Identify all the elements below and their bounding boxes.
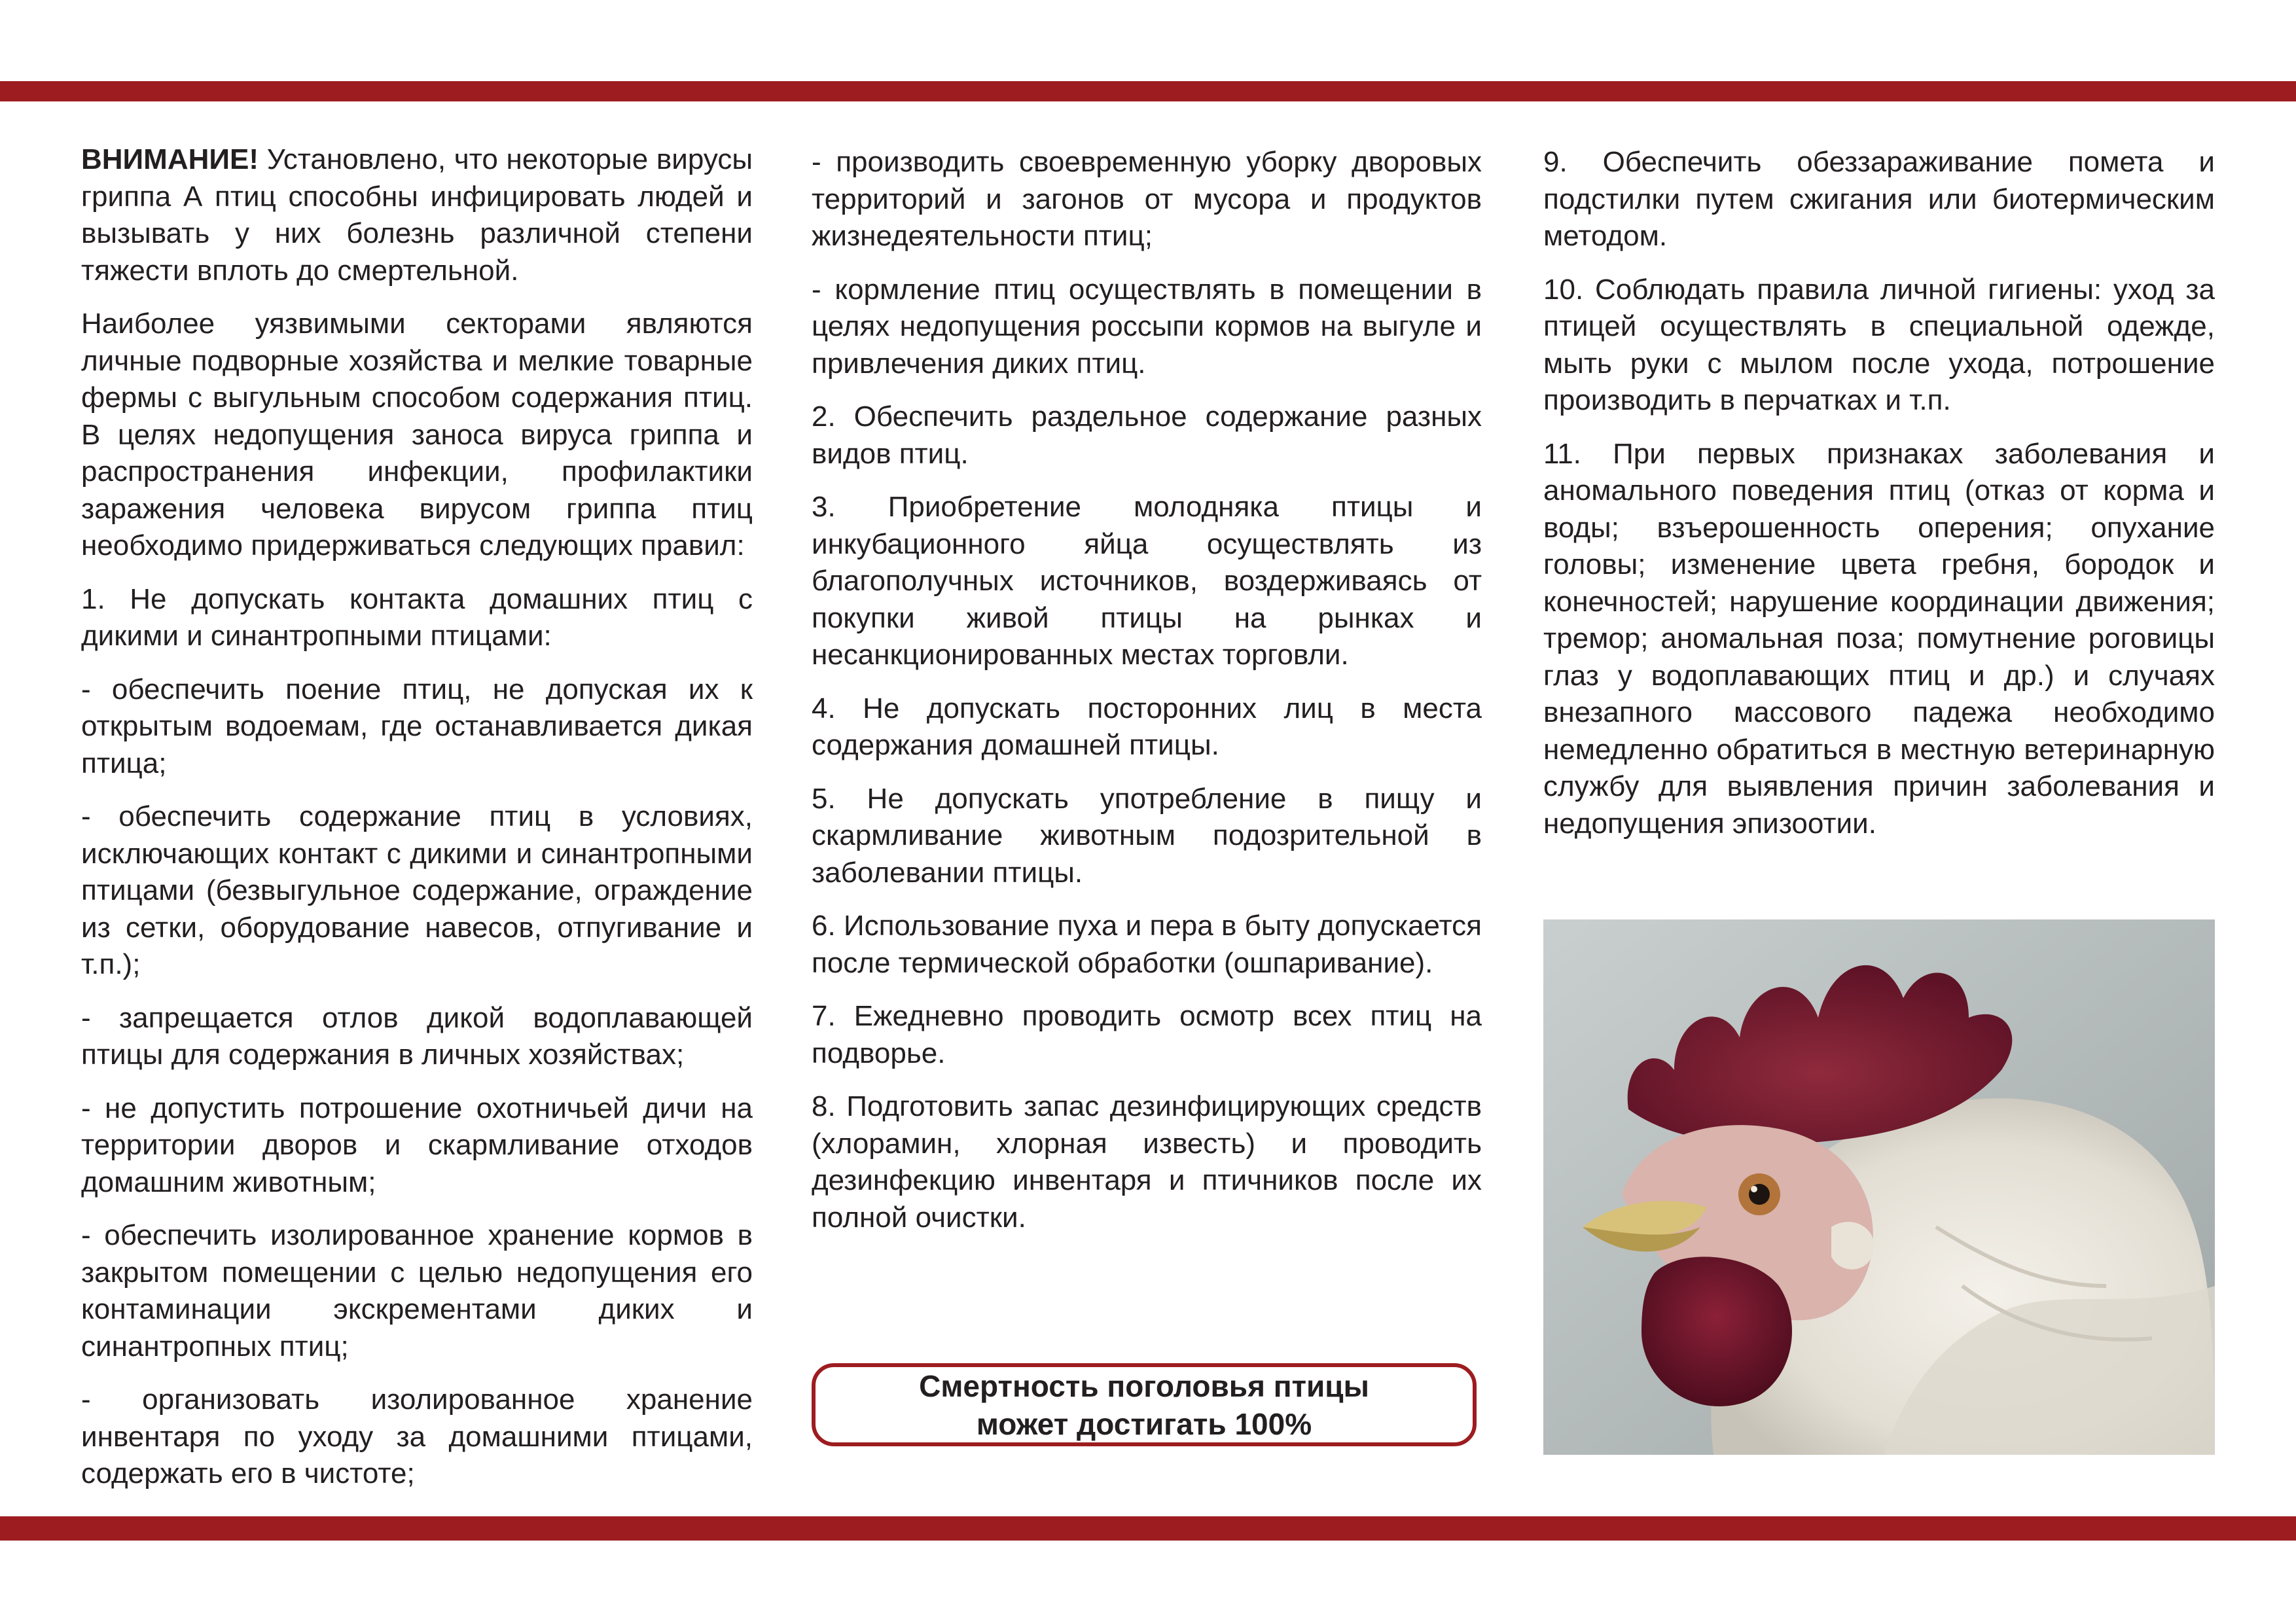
- rule-subitem: - запрещается отлов дикой водоплавающей птицы для содержания в личных хозяйствах;: [81, 1001, 753, 1071]
- mortality-callout-box: [812, 1363, 1477, 1446]
- mortality-callout-text: [919, 1367, 1369, 1443]
- rule-item: 11. При первых признаках заболевания и аномального поведения птиц (отказ от корма и воды; взъерошенность оперения; опухание головы; изменение цвета гребня, бородок и конечностей; нарушение координации движения; тремор; аномальная поза; помутнение роговицы глаз у водоплавающих птиц и др.) и случаях внезапного массового падежа необходимо немедленно обратиться в местную ветеринарную службу для выявления причин заболевания и недопущения эпизоотии.: [1543, 437, 2215, 840]
- rule-subitem: - обеспечить изолированное хранение кормов в закрытом помещении с целью недопущения его контаминации экскрементами диких и синантропных птиц;: [81, 1219, 753, 1363]
- rule-item: 7. Ежедневно проводить осмотр всех птиц на подворье.: [812, 1000, 1482, 1069]
- rule-item: 5. Не допускать употребление в пищу и скармливание животным подозрительной в заболевании птицы.: [812, 782, 1482, 889]
- rooster-illustration: [1543, 919, 2215, 1455]
- rule-subitem: - обеспечить содержание птиц в условиях, исключающих контакт с дикими и синантропными птицами (безвыгульное содержание, ограждение из сетки, оборудование навесов, отпугивание и т.п.);: [81, 800, 753, 980]
- column-right: [1543, 144, 2215, 859]
- rule-item: 10. Соблюдать правила личной гигиены: уход за птицей осуществлять в специальной одежде, мыть руки с мылом после ухода, потрошение производить в перчатках и т.п.: [1543, 273, 2215, 416]
- rule-item: 4. Не допускать посторонних лиц в места содержания домашней птицы.: [812, 692, 1482, 761]
- warning-text: Установлено, что некоторые вирусы гриппа А птиц способны инфицировать людей и вызывать у них болезнь различной степени тяжести вплоть до смертельной.: [81, 143, 753, 287]
- rule-item: 8. Подготовить запас дезинфицирующих средств (хлорамин, хлорная известь) и проводить дезинфекцию инвентаря и птичников после их полной очистки.: [812, 1090, 1482, 1234]
- rule-subitem: - не допустить потрошение охотничьей дичи на территории дворов и скармливание отходов домашним животным;: [81, 1092, 753, 1198]
- warning-lead: ВНИМАНИЕ!: [81, 143, 259, 175]
- warning-paragraph: [81, 141, 753, 289]
- column-middle: [812, 144, 1482, 1253]
- rule-item: 3. Приобретение молодняка птицы и инкубационного яйца осуществлять из благополучных источников, воздерживаясь от покупки живой птицы на рынках и несанкционированных местах торговли.: [812, 491, 1482, 671]
- top-accent-band: [0, 81, 2296, 101]
- paragraph: Наиболее уязвимыми секторами являются личные подворные хозяйства и мелкие товарные фермы с выгульным способом содержания птиц. В целях недопущения заноса вируса гриппа и распространения инфекции, профилактики заражения человека вирусом гриппа птиц необходимо придерживаться следующих правил:: [81, 308, 753, 562]
- bottom-accent-band: [0, 1516, 2296, 1541]
- rule-subitem: - организовать изолированное хранение инвентаря по уходу за домашними птицами, содержать его в чистоте;: [81, 1383, 753, 1489]
- rule-item: 9. Обеспечить обеззараживание помета и подстилки путем сжигания или биотермическим методом.: [1543, 146, 2215, 252]
- rooster-photo: [1543, 919, 2215, 1455]
- rule-subitem: - кормление птиц осуществлять в помещении в целях недопущения россыпи кормов на выгуле и привлечения диких птиц.: [812, 273, 1482, 380]
- rule-item: 6. Использование пуха и пера в быту допускается после термической обработки (ошпаривание).: [812, 910, 1482, 979]
- callout-line-1: Смертность поголовья птицы: [919, 1368, 1369, 1403]
- rule-item: 1. Не допускать контакта домашних птиц с дикими и синантропными птицами:: [81, 582, 753, 652]
- column-left: [81, 141, 753, 1509]
- rule-item: 2. Обеспечить раздельное содержание разных видов птиц.: [812, 401, 1482, 470]
- callout-line-2: может достигать 100%: [976, 1406, 1312, 1441]
- rule-subitem: - производить своевременную уборку дворовых территорий и загонов от мусора и продуктов жизнедеятельности птиц;: [812, 146, 1482, 252]
- rule-subitem: - обеспечить поение птиц, не допуская их к открытым водоемам, где останавливается дикая птица;: [81, 673, 753, 779]
